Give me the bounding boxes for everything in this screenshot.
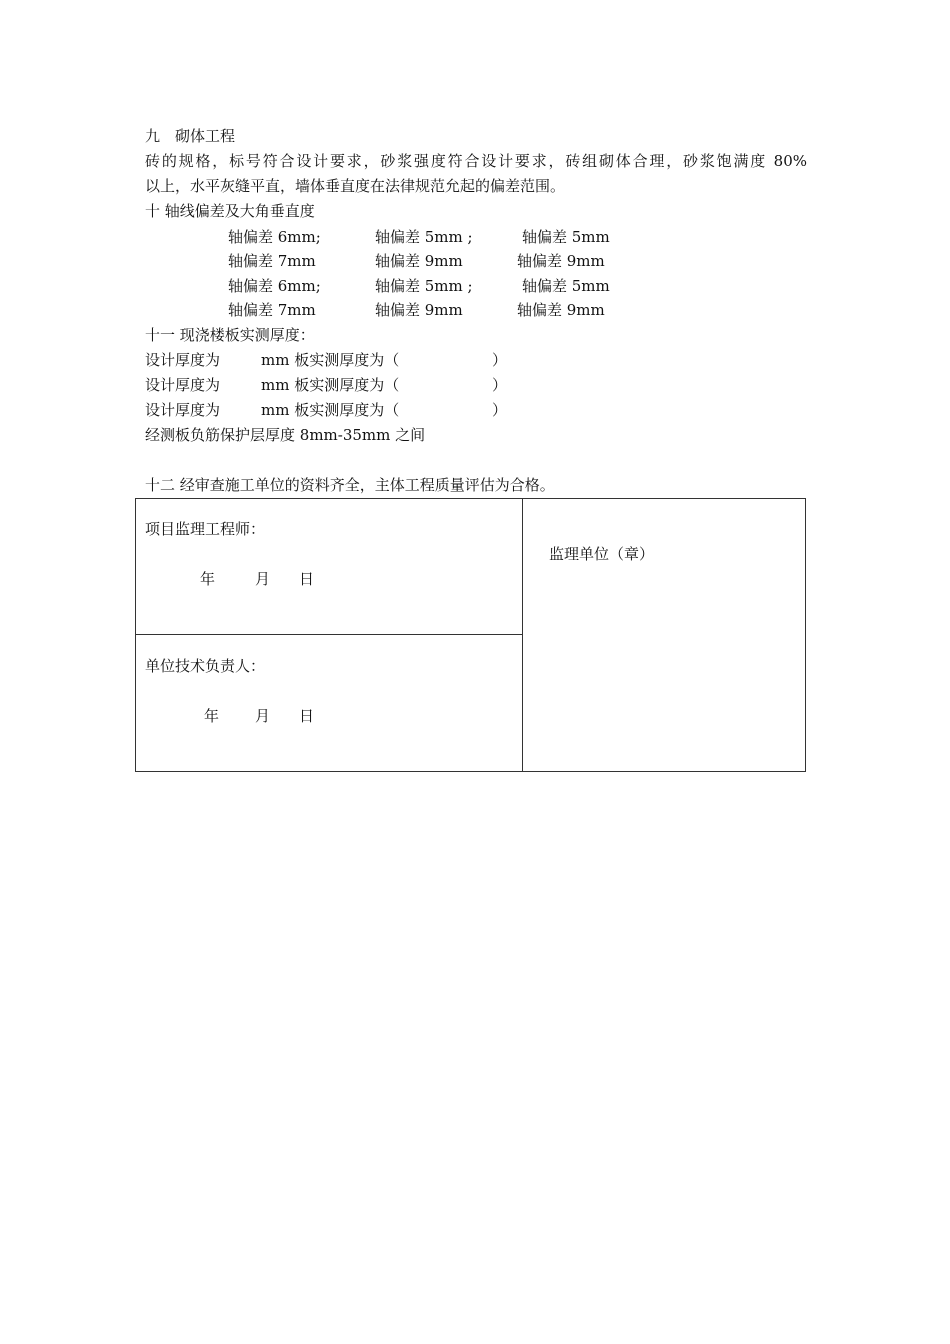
axis-deviation-cell: 轴偏差 9mm: [375, 301, 463, 319]
axis-deviation-cell: 轴偏差 5mm: [522, 228, 610, 246]
day-label: 日: [299, 707, 315, 725]
measured-thickness-label: mm 板实测厚度为（: [261, 401, 400, 419]
cover-thickness-note: 经测板负筋保护层厚度 8mm-35mm 之间: [145, 426, 426, 444]
axis-deviation-cell: 轴偏差 7mm: [228, 252, 316, 270]
axis-deviation-cell: 轴偏差 5mm ;: [375, 277, 473, 295]
axis-deviation-cell: 轴偏差 7mm: [228, 301, 316, 319]
section9-line2: 以上，水平灰缝平直，墙体垂直度在法律规范允起的偏差范围。: [145, 177, 566, 195]
measured-thickness-label: mm 板实测厚度为（: [261, 376, 400, 394]
axis-deviation-cell: 轴偏差 9mm: [517, 252, 605, 270]
axis-deviation-cell: 轴偏差 5mm ;: [375, 228, 473, 246]
design-thickness-label: 设计厚度为: [145, 376, 221, 394]
axis-deviation-cell: 轴偏差 6mm;: [228, 277, 321, 295]
tech-lead-label: 单位技术负责人：: [145, 657, 266, 675]
bracket-close: ）: [492, 401, 508, 419]
date-line: [204, 706, 314, 726]
section11-heading: 十一 现浇楼板实测厚度：: [145, 326, 315, 344]
tech-lead-cell: [136, 635, 523, 772]
axis-deviation-cell: 轴偏差 6mm;: [228, 228, 321, 246]
axis-deviation-cell: 轴偏差 9mm: [517, 301, 605, 319]
section10-heading: 十 轴线偏差及大角垂直度: [145, 202, 315, 220]
design-thickness-label: 设计厚度为: [145, 351, 221, 369]
design-thickness-label: 设计厚度为: [145, 401, 221, 419]
month-label: 月: [255, 570, 271, 588]
axis-deviation-cell: 轴偏差 5mm: [522, 277, 610, 295]
supervision-unit-label: 监理单位（章）: [549, 545, 655, 563]
axis-deviation-cell: 轴偏差 9mm: [375, 252, 463, 270]
bracket-close: ）: [492, 351, 508, 369]
section9-line1: 砖的规格，标号符合设计要求，砂浆强度符合设计要求，砖组砌体合理，砂浆饱满度 80%: [145, 152, 807, 170]
bracket-close: ）: [492, 376, 508, 394]
measured-thickness-label: mm 板实测厚度为（: [261, 351, 400, 369]
day-label: 日: [299, 570, 315, 588]
signature-table: [135, 498, 806, 772]
month-label: 月: [255, 707, 271, 725]
date-line: [200, 569, 314, 589]
year-label: 年: [204, 707, 220, 725]
supervision-unit-cell: [523, 499, 806, 772]
year-label: 年: [200, 570, 216, 588]
section9-heading: 九 砌体工程: [145, 127, 236, 145]
section12-conclusion: 十二 经审查施工单位的资料齐全，主体工程质量评估为合格。: [145, 476, 555, 494]
engineer-label: 项目监理工程师：: [145, 520, 266, 538]
engineer-cell: [136, 499, 523, 635]
